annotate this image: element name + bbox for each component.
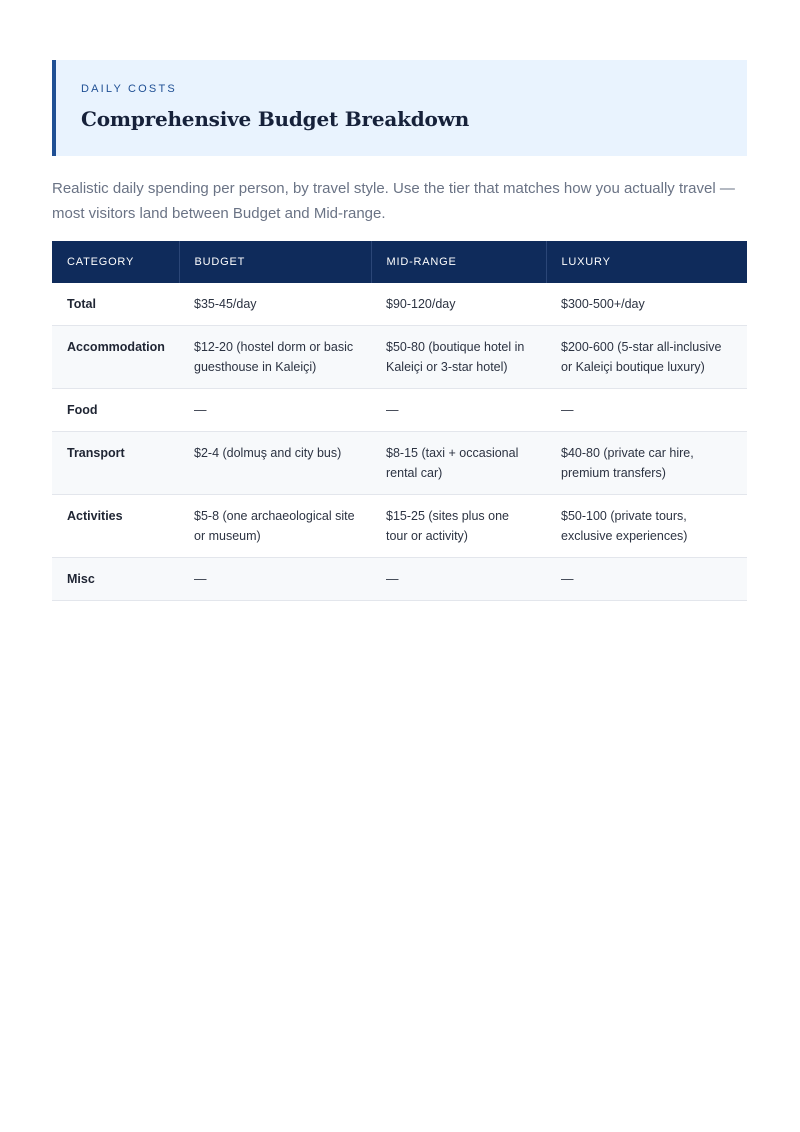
cell-budget: — <box>179 558 371 601</box>
cell-luxury: $50-100 (private tours, exclusive experiences) <box>546 495 747 558</box>
row-category: Activities <box>52 495 179 558</box>
intro-paragraph: Realistic daily spending per person, by travel style. Use the tier that matches how you actually travel — most visitors land between Budget and Mid-range. <box>52 180 735 222</box>
cell-budget: $12-20 (hostel dorm or basic guesthouse in Kaleiçi) <box>179 326 371 389</box>
cell-luxury: — <box>546 389 747 432</box>
table-header-row <box>52 241 747 283</box>
table-row <box>52 495 747 558</box>
cell-mid-range: $15-25 (sites plus one tour or activity) <box>371 495 546 558</box>
header-category: CATEGORY <box>52 241 179 283</box>
cell-luxury: $300-500+/day <box>546 283 747 326</box>
table-row <box>52 283 747 326</box>
section-title: Comprehensive Budget Breakdown <box>81 107 470 131</box>
cell-mid-range: — <box>371 558 546 601</box>
table-row <box>52 389 747 432</box>
table-row <box>52 558 747 601</box>
row-category: Total <box>52 283 179 326</box>
cell-budget: $2-4 (dolmuş and city bus) <box>179 432 371 495</box>
row-category: Food <box>52 389 179 432</box>
header-luxury: LUXURY <box>546 241 747 283</box>
header-budget: BUDGET <box>179 241 371 283</box>
row-category: Transport <box>52 432 179 495</box>
row-category: Misc <box>52 558 179 601</box>
table-row <box>52 432 747 495</box>
cell-budget: $35-45/day <box>179 283 371 326</box>
section-eyebrow: DAILY COSTS <box>81 83 177 95</box>
table-row <box>52 326 747 389</box>
cell-mid-range: — <box>371 389 546 432</box>
cell-luxury: — <box>546 558 747 601</box>
cell-mid-range: $90-120/day <box>371 283 546 326</box>
budget-table <box>52 241 747 601</box>
cell-mid-range: $50-80 (boutique hotel in Kaleiçi or 3-star hotel) <box>371 326 546 389</box>
section-header-callout <box>52 60 747 156</box>
header-mid-range: MID-RANGE <box>371 241 546 283</box>
cell-budget: $5-8 (one archaeological site or museum) <box>179 495 371 558</box>
cell-luxury: $40-80 (private car hire, premium transfers) <box>546 432 747 495</box>
row-category: Accommodation <box>52 326 179 389</box>
cell-budget: — <box>179 389 371 432</box>
cell-luxury: $200-600 (5-star all-inclusive or Kaleiçi boutique luxury) <box>546 326 747 389</box>
cell-mid-range: $8-15 (taxi + occasional rental car) <box>371 432 546 495</box>
